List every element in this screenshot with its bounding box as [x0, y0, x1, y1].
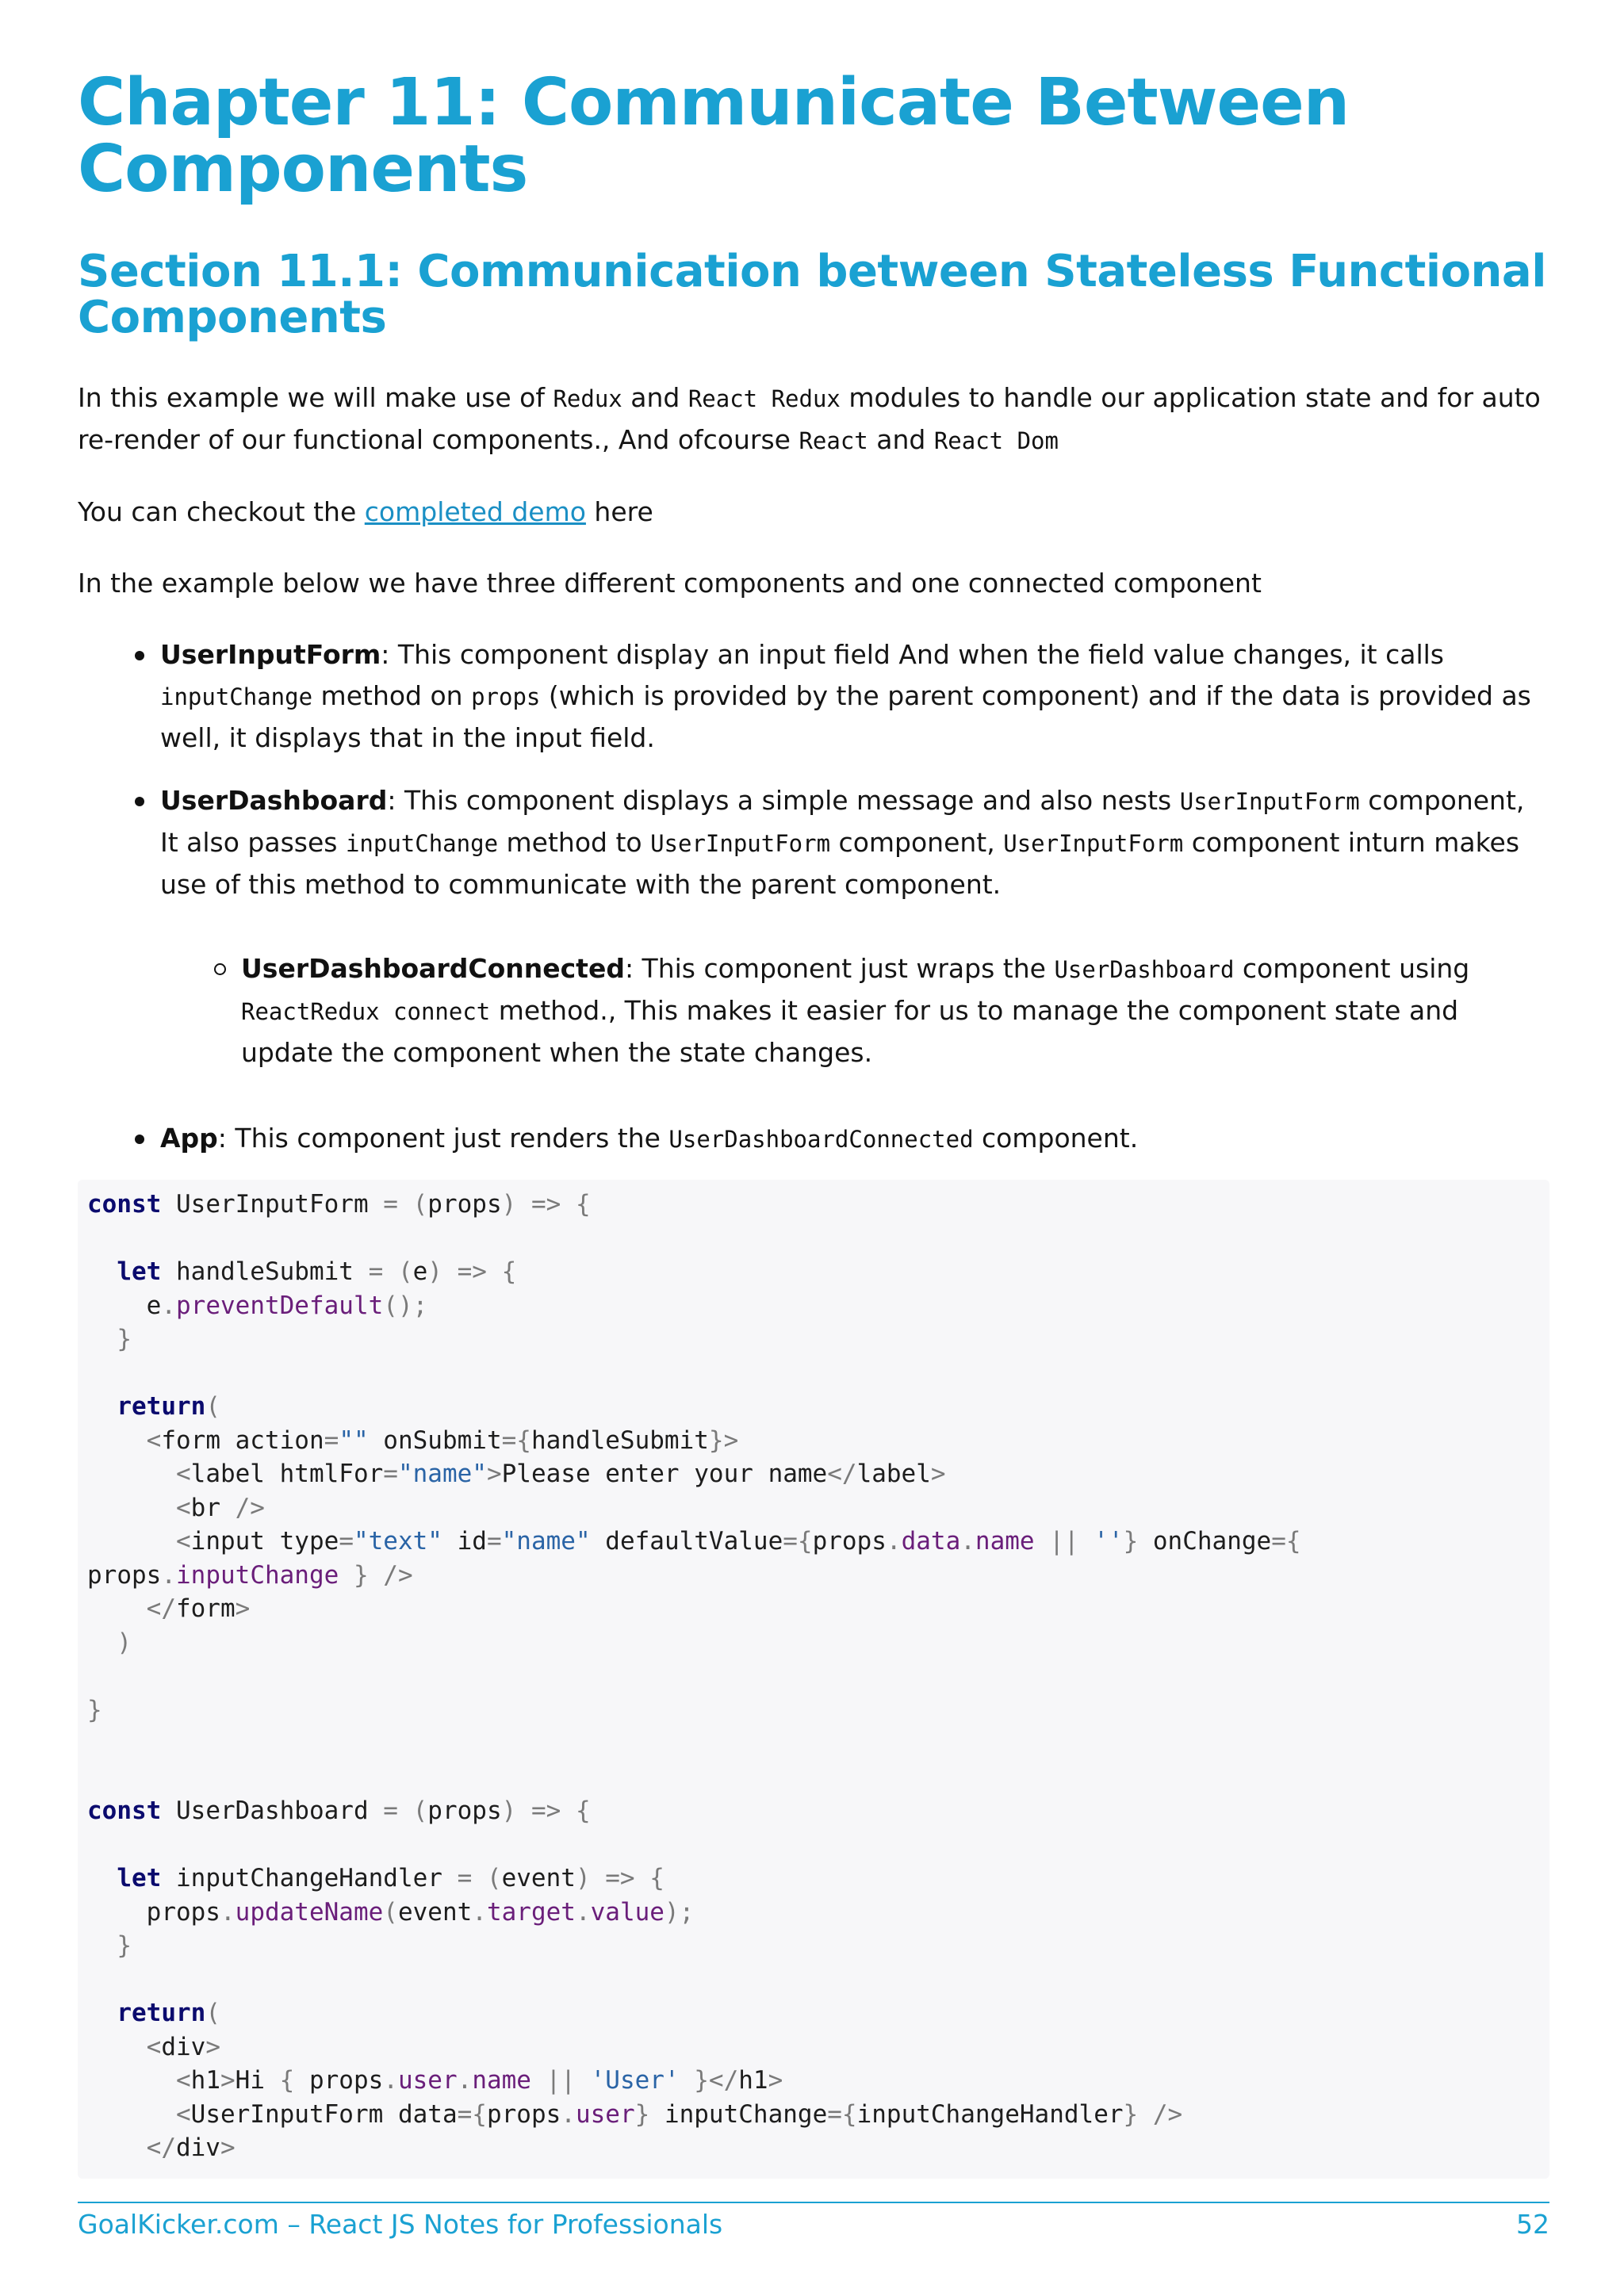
list-item-text: method on: [312, 680, 472, 711]
inline-code: UserDashboard: [1054, 956, 1235, 983]
list-item-text: component.: [973, 1123, 1139, 1154]
list-item-text: : This component just renders the: [217, 1123, 669, 1154]
list-item-text: : This component display an input field And when the field value changes, it calls: [381, 639, 1444, 670]
inline-code: inputChange: [160, 683, 313, 710]
demo-paragraph: [78, 492, 1549, 533]
section-title-line-2: Components: [78, 292, 387, 343]
list-item-text: (which is provided by the parent component) and if the data is provided as well, it displays that in the input field.: [160, 680, 1531, 753]
demo-text: You can checkout the: [78, 496, 365, 527]
list-item-text: : This component displays a simple message and also nests: [387, 785, 1180, 816]
inline-code: props: [471, 683, 541, 710]
list-item-term: App: [160, 1123, 218, 1154]
list-item-term: UserInputForm: [160, 639, 381, 670]
inline-code: UserInputForm: [1179, 788, 1360, 815]
intro-text: In this example we will make use of: [78, 382, 553, 413]
inline-code: React Dom: [933, 427, 1059, 454]
list-item-text: method., This makes it easier for us to manage the component state and update the component when the state changes.: [241, 995, 1459, 1068]
list-item-userinputform: [160, 634, 1549, 759]
inline-code: React: [799, 427, 868, 454]
inline-code: React Redux: [688, 385, 841, 412]
page-number: 52: [1516, 2209, 1549, 2240]
bullet-circle-icon: [214, 963, 226, 975]
bullet-dot-icon: [135, 651, 144, 660]
list-item-userdashboard: [160, 780, 1549, 905]
list-item-text: method to: [498, 827, 651, 858]
intro-paragraph: [78, 377, 1549, 461]
chapter-title-line-1: Chapter 11: Communicate Between: [78, 65, 1350, 140]
inline-code: Redux: [553, 385, 622, 412]
list-item-text: component inturn makes use of this method to communicate with the parent component.: [160, 827, 1520, 900]
footer-divider: [78, 2202, 1549, 2203]
chapter-title-line-2: Components: [78, 132, 528, 207]
bullet-dot-icon: [135, 1135, 144, 1144]
inline-code: UserDashboardConnected: [668, 1126, 974, 1153]
code-block: [78, 1180, 1549, 2179]
list-item-text: component using: [1234, 953, 1470, 984]
section-title: [78, 246, 1549, 343]
intro-text: and: [868, 424, 934, 455]
list-item-text: component, It also passes: [160, 785, 1525, 858]
intro-text: modules to handle our application state and for auto re-render of our functional components., And ofcourse: [78, 382, 1541, 455]
inline-code: inputChange: [345, 830, 499, 857]
demo-text: here: [585, 496, 653, 527]
components-intro-paragraph: In the example below we have three different components and one connected component: [78, 568, 1262, 599]
list-item-text: : This component just wraps the: [624, 953, 1055, 984]
code-listing: const UserInputForm = (props) => { let handleSubmit = (e) => { e.preventDefault(); } return( <form action="" onSubmit={handleSubmit}> <label htmlFor="name">Please enter your name</label> <br /> <input type="text" id="name" defaultValue={props.data.name || ''} onChange={ props.inputChange } /> </form> ) } const UserDashboard = (props) => { let inputChangeHandler = (event) => { props.updateName(event.target.value); } return( <div> <h1>Hi { props.user.name || 'User' }</h1> <UserInputForm data={props.user} inputChange={inputChangeHandler} /> </div>: [87, 1190, 1301, 2162]
footer-book-title: GoalKicker.com – React JS Notes for Professionals: [78, 2209, 723, 2240]
inline-code: UserInputForm: [650, 830, 831, 857]
completed-demo-link[interactable]: completed demo: [364, 496, 586, 527]
list-item-app: [160, 1118, 1549, 1160]
inline-code: ReactRedux connect: [241, 998, 491, 1025]
bullet-dot-icon: [135, 797, 144, 806]
section-title-line-1: Section 11.1: Communication between Stateless Functional: [78, 246, 1546, 297]
list-item-userdashboardconnected: [241, 948, 1549, 1073]
inline-code: UserInputForm: [1003, 830, 1184, 857]
list-item-term: UserDashboard: [160, 785, 388, 816]
chapter-title: [78, 65, 1549, 207]
list-item-text: component,: [830, 827, 1004, 858]
intro-text: and: [622, 382, 688, 413]
list-item-term: UserDashboardConnected: [241, 953, 625, 984]
